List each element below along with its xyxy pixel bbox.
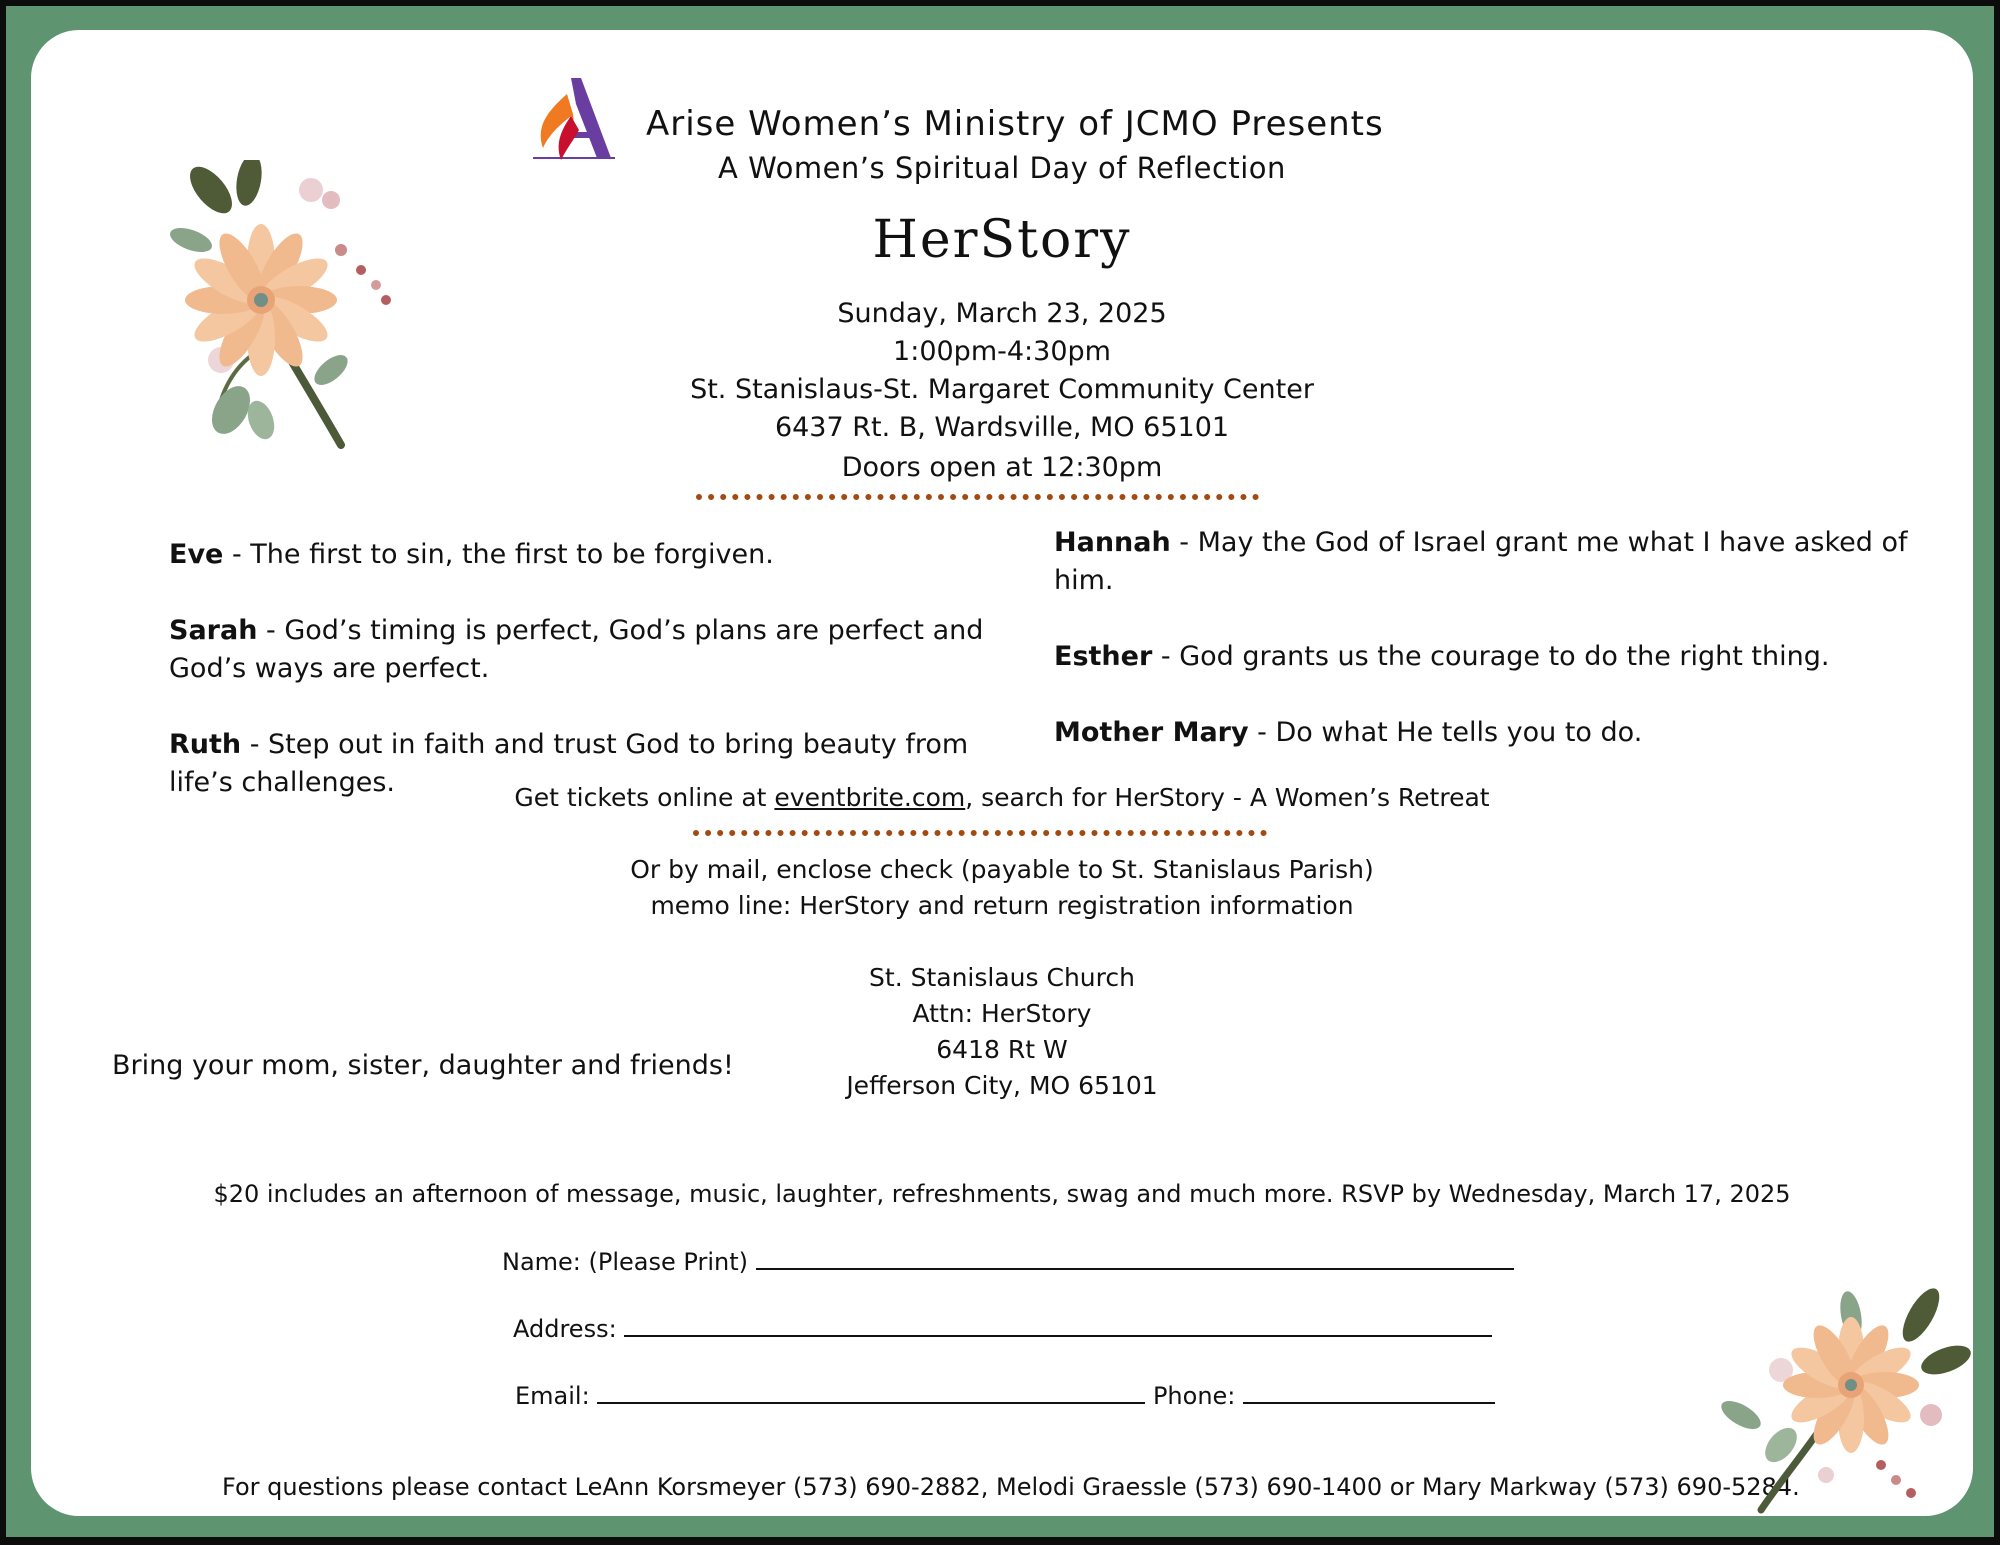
- event-subtitle: A Women’s Spiritual Day of Reflection: [718, 151, 1286, 185]
- woman-sarah: [169, 612, 1009, 688]
- woman-mother-mary: [1054, 714, 1959, 752]
- event-title: HerStory: [872, 210, 1132, 270]
- name-label: Name: (Please Print): [502, 1248, 748, 1276]
- doors-open: Doors open at 12:30pm: [841, 452, 1163, 483]
- email-blank[interactable]: [597, 1401, 1145, 1404]
- woman-name: Mother Mary: [1054, 717, 1249, 748]
- woman-name: Hannah: [1054, 527, 1171, 558]
- woman-hannah: [1054, 524, 1959, 600]
- eventbrite-link[interactable]: eventbrite.com: [774, 783, 966, 812]
- woman-name: Esther: [1054, 641, 1153, 672]
- event-time: 1:00pm-4:30pm: [893, 336, 1111, 367]
- event-venue: St. Stanislaus-St. Margaret Community Center: [690, 374, 1314, 405]
- tickets-line: [31, 783, 1973, 812]
- woman-name: Eve: [169, 539, 224, 570]
- divider-bottom: [693, 830, 1267, 836]
- name-row: [502, 1248, 1514, 1276]
- woman-esther: [1054, 638, 1959, 676]
- mail-line-1: Or by mail, enclose check (payable to St. Stanislaus Parish): [630, 855, 1374, 884]
- mail-address-line: St. Stanislaus Church: [869, 963, 1135, 992]
- phone-label: Phone:: [1152, 1382, 1236, 1410]
- flyer-card: [31, 30, 1973, 1516]
- women-right-list: [1054, 524, 1959, 790]
- flower-bouquet-icon: [1721, 1275, 1973, 1515]
- mail-address-line: 6418 Rt W: [936, 1035, 1068, 1064]
- woman-quote: - The first to sin, the first to be forgiven.: [223, 539, 774, 570]
- tickets-suffix: , search for HerStory - A Women’s Retreat: [965, 783, 1490, 812]
- address-row: [513, 1315, 1492, 1343]
- woman-quote: - God grants us the courage to do the right thing.: [1152, 641, 1830, 672]
- divider-top: [696, 494, 1259, 500]
- arise-logo-icon: [531, 74, 617, 162]
- woman-quote: - God’s timing is perfect, God’s plans are perfect and God’s ways are perfect.: [169, 615, 984, 684]
- address-blank[interactable]: [624, 1334, 1492, 1337]
- ministry-heading: Arise Women’s Ministry of JCMO Presents: [646, 104, 1384, 144]
- woman-eve: [169, 536, 1009, 574]
- mail-address-line: Jefferson City, MO 65101: [846, 1071, 1158, 1100]
- name-blank[interactable]: [756, 1267, 1514, 1270]
- address-label: Address:: [513, 1315, 617, 1343]
- tickets-prefix: Get tickets online at: [514, 783, 775, 812]
- woman-quote: - Do what He tells you to do.: [1248, 717, 1643, 748]
- price-rsvp-text: $20 includes an afternoon of message, music, laughter, refreshments, swag and much more. RSVP by Wednesday, March 17, 2025: [213, 1180, 1791, 1208]
- bring-friends-text: Bring your mom, sister, daughter and friends!: [112, 1050, 734, 1081]
- contact-info: For questions please contact LeAnn Korsmeyer (573) 690-2882, Melodi Graessle (573) 690-1400 or Mary Markway (573) 690-5284.: [222, 1473, 1800, 1501]
- woman-quote: - May the God of Israel grant me what I have asked of him.: [1054, 527, 1908, 596]
- woman-name: Ruth: [169, 729, 242, 760]
- woman-quote: - Step out in faith and trust God to bring beauty from life’s challenges.: [169, 729, 969, 798]
- email-label: Email:: [515, 1382, 590, 1410]
- phone-blank[interactable]: [1243, 1401, 1495, 1404]
- event-address: 6437 Rt. B, Wardsville, MO 65101: [774, 412, 1230, 443]
- mail-address-line: Attn: HerStory: [912, 999, 1092, 1028]
- email-phone-row: [515, 1382, 1495, 1410]
- event-date: Sunday, March 23, 2025: [837, 298, 1167, 329]
- woman-name: Sarah: [169, 615, 258, 646]
- mail-line-2: memo line: HerStory and return registration information: [650, 891, 1354, 920]
